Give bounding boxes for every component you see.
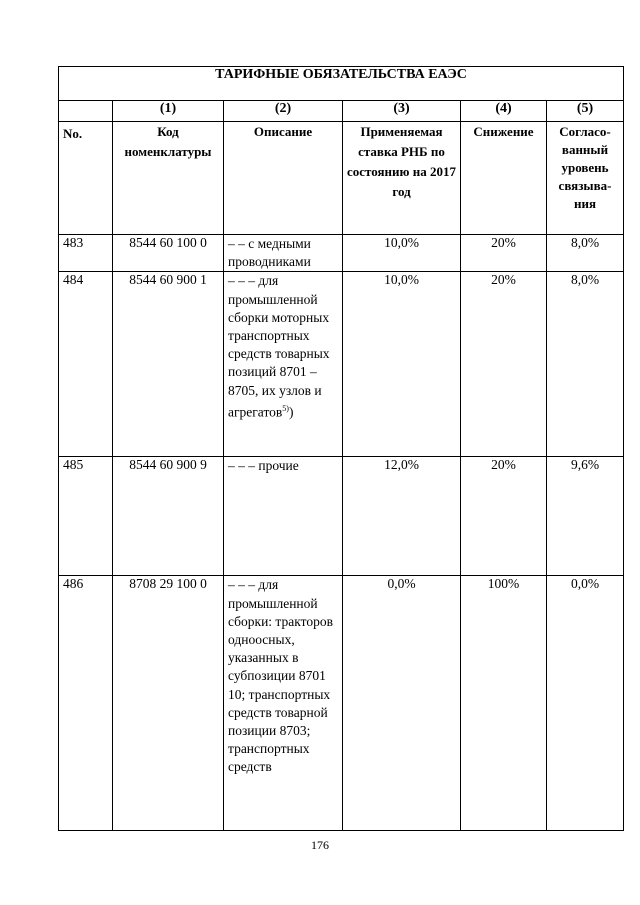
row-no: 486 — [59, 576, 113, 831]
row-code: 8544 60 900 1 — [113, 272, 224, 457]
table-row — [59, 576, 624, 831]
footnote-marker: 5) — [282, 403, 289, 413]
row-rate: 10,0% — [343, 272, 461, 457]
col-number-2: (2) — [224, 101, 343, 122]
row-code: 8708 29 100 0 — [113, 576, 224, 831]
header-no: No. — [59, 122, 113, 235]
row-code: 8544 60 900 9 — [113, 457, 224, 576]
table-row — [59, 457, 624, 576]
row-no: 484 — [59, 272, 113, 457]
header-code — [113, 122, 224, 235]
col-number-1: (1) — [113, 101, 224, 122]
header-bound-line2: ванный — [561, 142, 609, 157]
row-reduction: 20% — [461, 272, 547, 457]
row-reduction: 20% — [461, 457, 547, 576]
table-title: ТАРИФНЫЕ ОБЯЗАТЕЛЬСТВА ЕАЭС — [59, 67, 624, 101]
row-description-tail: ) — [288, 404, 294, 420]
row-bound: 0,0% — [547, 576, 624, 831]
header-description: Описание — [224, 122, 343, 235]
table-row — [59, 235, 624, 272]
row-description-text: – – – для промышленной сборки моторных транспортных средств товарных позиций 8701 – 8705, их узлов и агрегатов — [228, 273, 330, 420]
row-no: 483 — [59, 235, 113, 272]
row-description: – – с медными проводниками — [224, 235, 343, 272]
row-rate: 10,0% — [343, 235, 461, 272]
tariff-table — [58, 66, 624, 831]
col-number-empty — [59, 101, 113, 122]
col-number-3: (3) — [343, 101, 461, 122]
header-bound-line1: Согласо- — [559, 124, 611, 139]
col-number-4: (4) — [461, 101, 547, 122]
header-code-line1: Код — [157, 124, 179, 139]
row-bound: 8,0% — [547, 272, 624, 457]
row-rate: 0,0% — [343, 576, 461, 831]
table-row — [59, 272, 624, 457]
header-reduction: Снижение — [461, 122, 547, 235]
row-bound: 9,6% — [547, 457, 624, 576]
row-description: – – – прочие — [224, 457, 343, 576]
page-number: 176 — [311, 838, 329, 852]
header-rate: Применяемая ставка РНБ по состоянию на 2017 год — [343, 122, 461, 235]
col-number-5: (5) — [547, 101, 624, 122]
row-code: 8544 60 100 0 — [113, 235, 224, 272]
header-bound-level — [547, 122, 624, 235]
header-code-line2: номенклатуры — [124, 144, 212, 159]
row-reduction: 20% — [461, 235, 547, 272]
row-no: 485 — [59, 457, 113, 576]
header-bound-line3: уровень — [561, 160, 609, 175]
row-bound: 8,0% — [547, 235, 624, 272]
header-bound-line5: ния — [573, 196, 596, 211]
row-rate: 12,0% — [343, 457, 461, 576]
header-bound-line4: связыва- — [558, 178, 612, 193]
row-description — [224, 272, 343, 457]
row-description: – – – для промышленной сборки: тракторов одноосных, указанных в субпозиции 8701 10; транспортных средств товарной позиции 8703; транспортных средств — [224, 576, 343, 831]
row-reduction: 100% — [461, 576, 547, 831]
